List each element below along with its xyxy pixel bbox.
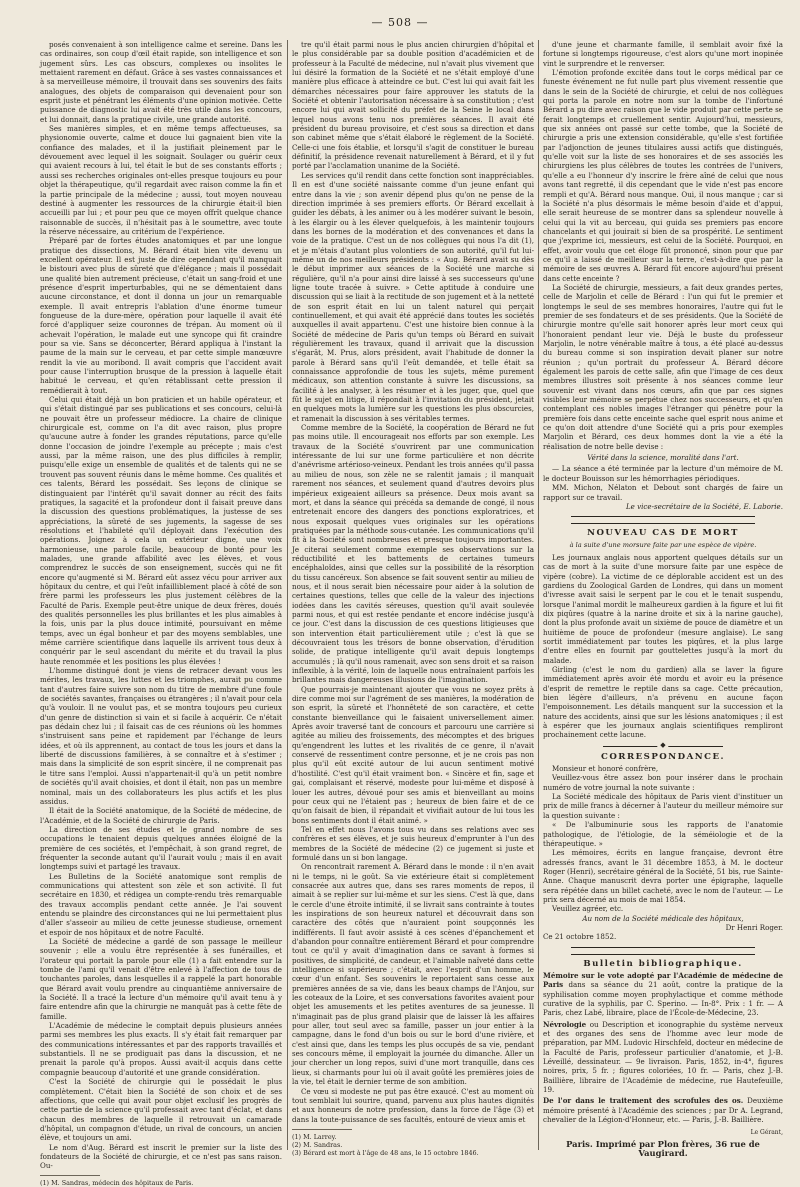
section-title: NOUVEAU CAS DE MORT [587, 528, 739, 539]
paragraph: Préparé par de fortes études anatomiques et par une longue pratique des dissections, M. Bérard était bien vite devenu un excellent opérateur. Il est juste de dire cependant qu'il manquait le bistouri avec plus de sûreté que d'élégance ; mais il possédait une qualité bien autrement précieuse, c'était un sang-froid et une présence d'esprit imperturbables, qui ne se démentaient dans aucune circonstance, et dont il donna un jour un remarquable exemple. Il avait entrepris l'ablation d'une énorme tumeur fongueuse de la dure-mère, opération pour laquelle il avait été forcé d'appliquer seize couronnes de trépan. Au moment où il achevait l'opération, le malade eut une syncope qui fit craindre pour sa vie. Sans se déconcerter, Bérard appliqua à l'instant la paume de la main sur le cerveau, et par cette simple manœuvre rendit la vie au moribond. Il avait compris que l'accident avait pour cause l'interruption brusque de la pression à laquelle était habitué le cerveau, et qu'en rétablissant cette pression il remédierait à tout. [40, 236, 282, 395]
biblio-entry-title: Mémoire sur le vote adopté par l'Académie de médecine de Paris [543, 970, 783, 990]
column-rule-left [287, 40, 288, 1150]
biblio-entry-title: Névrologie [543, 1019, 587, 1029]
biblio-entry-text: Deuxième mémoire présenté à l'Académie des sciences ; par Dr A. Legrand, chevalier de la Légion-d'Honneur, etc. — Paris, J.-B. Baillière. [543, 1096, 783, 1125]
paragraph: C'est la Société de chirurgie qui le possédait le plus complètement. C'était bien la Société de son choix et de ses affections, que celle qui avait pour objet exclusif les progrès de cette partie de la science qu'il professait avec tant d'éclat, et dans chacun des membres de laquelle il retrouvait un camarade d'hôpital, un compagnon d'étude, un rival de concours, un ancien élève, et toujours un ami. [40, 1077, 282, 1143]
paragraph: Les mémoires, écrits en langue française, devront être adressés francs, avant le 31 décembre 1853, à M. le docteur Roger (Henri), secrétaire général de la Société, 51 bis, rue Sainte-Anne. Chaque manuscrit devra porter une épigraphe, laquelle sera répétée dans un billet cacheté, avec le nom de l'auteur. — Le prix sera décerné au mois de mai 1854. [543, 848, 783, 904]
paragraph: Les journaux anglais nous apportent quelques détails sur un cas de mort à la suite d'une morsure faite par une espèce de vipère (cobre). La victime de ce déplorable accident est un des gardiens du Zoological Garden de Londres, qui dans un moment d'ivresse avait saisi le serpent par le cou et le tenait suspendu, lorsque l'animal mordit le malheureux gardien à la figure et lui fit dix piqûres (quatre à la narine droite et six à la narine gauche), dont la plus profonde avait un sixième de pouce de diamètre et un huitième de pouce de profondeur (mesure anglaise). Le sang sortit immédiatement par toutes les piqûres, et la plus large d'entre elles en fournit par gouttelettes jusqu'à la mort du malade. [543, 552, 783, 665]
paragraph: Celui qui était déjà un bon praticien et un habile opérateur, et qui s'était distingué par ses publications et ses concours, celui-là ne pouvait être un professeur médiocre. La chaire de clinique chirurgicale est, comme on l'a dit avec raison, plus propre qu'aucune autre à fonder les grandes réputations, parce qu'elle donne l'occasion de joindre l'exemple au précepte ; mais c'est aussi, par la même raison, une des plus difficiles à remplir, puisqu'elle exige un ensemble de qualités et de talents qui ne se trouvent pas souvent réunis dans le même homme. Ces qualités et ces talents, Bérard les possédait. Ses leçons de clinique se distinguaient par l'intérêt qu'il savait donner au récit des faits pratiques, la sagacité et la profondeur dont il faisait preuve dans la discussion des questions problématiques, la justesse de ses appréciations, la sûreté de ses jugements, la sagesse de ses résolutions et l'habileté qu'il déployait dans l'exécution des opérations. Joignez à cela un extérieur digne, une voix harmonieuse, une parole facile, beaucoup de bonté pour les malades, une grande affabilité avec les élèves, et vous comprendrez le succès de son enseignement, succès qui ne fit encore qu'augmenté si M. Bérard eût assez vécu pour arriver aux hôpitaux du centre, et qui l'eût infailliblement placé à côté de son frère parmi les professeurs les plus justement célèbres de la Faculté de Paris. Exemple peut-être unique de deux frères, doués des qualités personnelles les plus brillantes et les plus aimables à la fois, unis par la plus douce intimité, poursuivant en même temps, avec un égal bonheur et par des moyens semblables, une même carrière scientifique dans laquelle ils arrivent tous deux à conquérir par le seul ascendant du mérite et du travail la plus haute renommée et les positions les plus élevées ! [40, 395, 282, 666]
paragraph: Le nom d'Aug. Bérard est inscrit le premier sur la liste des fondateurs de la Société de chirurgie, et ce n'est pas sans raison. Ou- [40, 1142, 282, 1171]
biblio-entry [543, 1096, 783, 1124]
paragraph: — La séance a été terminée par la lecture d'un mémoire de M. le docteur Bouisson sur les hémorrhagies périodiques. [543, 464, 783, 483]
section-divider [571, 516, 755, 524]
paragraph: La direction de ses études et le grand nombre de ses occupations le tenaient depuis quelques années éloigné de la première de ces sociétés, et l'empêchait, à son grand regret, de fréquenter la seconde autant qu'il l'aurait voulu ; mais il en avait longtemps suivi et partagé les travaux. [40, 824, 282, 872]
paragraph: Ce vœu si modeste ne put pas être exaucé. C'est au moment où tout semblait lui sourire, quand, parvenu aux plus hautes dignités et aux honneurs de notre profession, dans la force de l'âge (3) et dans la toute-puissance de ses facultés, entouré de vieux amis et [292, 1086, 534, 1124]
paragraph: Les Bulletins de la Société anatomique sont remplis de communications qui attestent son zèle et son activité. Il fut secrétaire en 1830, et rédigea un compte-rendu très remarquable des travaux accomplis pendant cette année. Je l'ai souvent entendu se plaindre des circonstances qui ne lui permettaient plus d'aller s'asseoir au milieu de cette jeunesse studieuse, ornement et espoir de nos hôpitaux et de notre Faculté. [40, 871, 282, 937]
biblio-entry [543, 971, 783, 1018]
paragraph: Il était de la Société anatomique, de la Société de médecine, de l'Académie, et de la Société de chirurgie de Paris. [40, 806, 282, 825]
biblio-entry-text: ou Description et iconographie du système nerveux et des organes des sens de l'homme avec leur mode de préparation, par MM. Ludovic Hirschfeld, docteur en médecine de la Faculté de Paris, professeur particulier d'anatomie, et J.-B. Léveillé, dessinateur. — 9e livraison. Paris, 1852, in-4°, figures noires, prix, 5 fr. ; figures coloriées, 10 fr. — Paris, chez J.-B. Baillière, libraire de l'Académie de médecine, rue Hautefeuille, 19. [543, 1019, 783, 1095]
footnote: (3) Bérard est mort à l'âge de 48 ans, le 15 octobre 1846. [292, 1149, 479, 1158]
paragraph: L'émotion profonde excitée dans tout le corps médical par ce funeste événement ne fut nulle part plus vivement ressentie que dans le sein de la Société de chirurgie, et celui de nos collègues qui porta la parole en notre nom sur la tombe de l'infortuné Bérard a pu dire avec raison que le vide produit par cette perte se ferait longtemps et cruellement sentir. Aujourd'hui, messieurs, que six années ont passé sur cette tombe, que la Société de chirurgie a pris une extension considérable, qu'elle s'est fortifiée par l'adjonction de jeunes titulaires aussi actifs que distingués, qu'elle voit sur la liste de ses honoraires et de ses associés les chirurgiens les plus célèbres de toutes les contrées de l'univers, qu'elle a eu l'honneur d'y inscrire le frère aîné de celui que nous avons tant regretté, il dis cependant que le vide n'est pas encore rempli et qu'A. Bérard nous manque. Oui, il nous manque ; car si la Société n'a plus désormais le même besoin d'aide et d'appui, elle serait heureuse de se montrer dans sa splendeur nouvelle à celui qui la vit au berceau, qui guida ses premiers pas encore chancelants et qui jouirait si bien de sa prospérité. Le sentiment que j'exprime ici, messieurs, est celui de la Société. Pourquoi, en effet, avoir voulu que cet éloge fût prononcé, sinon pour que par ce qu'il a laissé de meilleur sur la terre, c'est-à-dire que par la mémoire de ses œuvres A. Bérard fût encore aujourd'hui présent dans cette enceinte ? [543, 68, 783, 283]
column-2 [292, 40, 534, 1158]
ornament-divider [603, 746, 723, 747]
paragraph: « De l'albuminurie sous les rapports de l'anatomie pathologique, de l'étiologie, de la séméiologie et de la thérapeutique. » [543, 820, 783, 848]
paragraph: Veuillez-vous être assez bon pour insérer dans le prochain numéro de votre journal la note suivante : [543, 773, 783, 792]
paragraph: La Société de médecine a gardé de son passage le meilleur souvenir ; elle a voulu être représentée à ses funérailles, et l'orateur qui portait la parole pour elle (1) a fait entendre sur la tombe de l'ami qu'il venait d'être enlevé à l'affection de tous de touchantes paroles, dans lesquelles il a rappelé la part honorable que Bérard avait voulu prendre au cinquantième anniversaire de la Société. Il a tracé la lecture d'un mémoire qu'il avait tenu à y faire entendre afin que la chirurgie ne manquât pas à cette fête de famille. [40, 937, 282, 1021]
paragraph: Tel en effet nous l'avons tous vu dans ses relations avec ses confrères et ses élèves, et je suis heureux d'emprunter à l'un des membres de la Société de médecine (2) ce jugement si juste et formulé dans un si bon langage. [292, 824, 534, 862]
section-title: Bulletin bibliographique. [583, 958, 743, 969]
footnote: (1) M. Larrey. [292, 1129, 352, 1141]
paragraph: La Société de chirurgie, messieurs, a fait deux grandes pertes, celle de Marjolin et celle de Bérard : l'un qui fut le premier et longtemps le seul de ses membres honoraires, l'autre qui fut le premier de ses fondateurs et de ses présidents. Que la Société de chirurgie montre qu'elle sait honorer après leur mort ceux qui l'honoraient pendant leur vie. Déjà le buste du professeur Marjolin, le notre vénérable maître à tous, a été placé au-dessus du bureau comme si son inspiration devait planer sur notre réunion ; qu'un portrait du professeur A. Bérard décore également les parois de cette salle, afin que l'image de ces deux membres illustres soit présente à nos séances comme leur souvenir est vivant dans nos cœurs, afin que par ces signes visibles leur mémoire se perpétue chez nos successeurs, et qu'en contemplant ces nobles images l'étranger qui pénètre pour la première fois dans cette enceinte sache quel esprit nous anime et ce qu'on doit attendre d'une Société qui a pris pour exemples Marjolin et Bérard, ces deux hommes dont la vie a été la réalisation de notre belle devise : [543, 282, 783, 451]
paragraph: Ses manières simples, et en même temps affectueuses, sa physionomie ouverte, calme et douce lui gagnaient bien vite la confiance des malades, et il la justifiait pleinement par le dévouement avec lequel il les soignait. Soulager ou guérir ceux qui avaient recours à lui, tel était le but de ses constants efforts ; aussi ses recherches originales ont-elles presque toujours eu pour objet la thérapeutique, qu'il regardait avec raison comme la fin et la partie principale de la médecine ; aussi, tout moyen nouveau destiné à augmenter les ressources de la chirurgie était-il bien accueilli par lui ; et pour peu que ce moyen offrît quelque chance raisonnable de succès, il n'hésitait pas à le soumettre, avec toute la réserve nécessaire, au critérium de l'expérience. [40, 124, 282, 236]
paragraph: tre qu'il était parmi nous le plus ancien chirurgien d'hôpital et le plus considérable par sa double position d'académicien et de professeur à la Faculté de médecine, nul n'avait plus vivement que lui désiré la formation de la Société et ne s'était employé d'une manière plus efficace à atteindre ce but. C'est lui qui avait fait les démarches nécessaires pour faire approuver les statuts de la Société et obtenir l'autorisation nécessaire à sa constitution ; c'est encore lui qui avait sollicité du préfet de la Seine le local dans lequel nous avons tenu nos premières séances. Il avait été président du bureau provisoire, et c'est sous sa direction et dans son cabinet même que s'était élaboré le règlement de la Société. Celle-ci une fois établie, et lorsqu'il s'agit de constituer le bureau définitif, la présidence revenait naturellement à Bérard, et il y fut porté par l'acclamation unanime de la Société. [292, 40, 534, 171]
paragraph: L'homme distingué dont je viens de retracer devant vous les mérites, les travaux, les luttes et les triomphes, aurait pu comme tant d'autres faire suivre son nom du titre de membre d'une foule de sociétés savantes, françaises ou étrangères ; il n'avait pour cela qu'à vouloir. Il ne voulut pas, et se montra toujours peu curieux d'un genre de distinction si vain et si facile à acquérir. Ce n'était pas dédain chez lui ; il faisait cas de ces réunions où les hommes s'instruisent sans peine et rapidement par l'échange de leurs idées, et où ils apprennent, au contact de tous les jours et dans la liberté de discussions familières, à se connaître et à s'estimer ; mais dans la simplicité de son esprit sincère, il ne comprenait pas le titre sans l'emploi. Aussi n'appartenait-il qu'à un petit nombre de sociétés qu'il avait choisies, et dont il était, non pas un membre nominal, mais un des collaborateurs les plus actifs et les plus assidus. [40, 666, 282, 806]
paragraph: Comme membre de la Société, la coopération de Bérard ne fut pas moins utile. Il encourageait nos efforts par son exemple. Les travaux de la Société s'ouvrirent par une communication intéressante de lui sur une forme particulière et non décrite d'anévrisme artérioso-veineux. Pendant les trois années qu'il passa au milieu de nous, son zèle ne se ralentit jamais ; il manquait rarement nos séances, et seulement quand d'autres devoirs plus impérieux exigeaient ailleurs sa présence. Deux mois avant sa mort, et dans la séance qui précéda sa demande de congé, il nous entretenait encore des dangers des ponctions exploratrices, et nous exposait quelques vues originales sur les opérations pratiquées par la méthode sous-cutanée. Les communications qu'il fit à la Société sont nombreuses et presque toujours importantes. Je citerai seulement comme exemple ses observations sur la réductibilité et les battements de certaines tumeurs encéphaloïdes, ainsi que celles sur la possibilité de la résorption du tissu cancéreux. Son absence se fait souvent sentir au milieu de nous, et il nous serait bien nécessaire pour aider à la solution de certaines questions, telles que celle de la valeur des injections iodées dans les cavités séreuses, question qu'il avait soulevée parmi nous, et qui est restée pendante et encore indécise jusqu'à ce jour. C'est dans la discussion de ces questions litigieuses que son intervention était particulièrement utile ; c'est là que se découvraient tous les trésors de bonne observation, d'érudition solide, de pratique intelligente qu'il avait depuis longtemps accumulés ; là qu'il nous ramenait, avec son sens droit et sa raison inflexible, à la vérité, loin de laquelle nous entraînaient parfois les brillantes mais dangereuses illusions de l'imagination. [292, 423, 534, 685]
paragraph: Veuillez agréer, etc. [552, 904, 624, 914]
letter-date: Ce 21 octobre 1852. [543, 932, 617, 942]
paragraph: d'une jeune et charmante famille, il semblait avoir fixé la fortune si longtemps rigoureuse, c'est alors qu'une mort inopinée vint le surprendre et le renverser. [543, 40, 783, 68]
paragraph: L'Académie de médecine le comptait depuis plusieurs années parmi ses membres les plus exacts. Il s'y était fait remarquer par des communications intéressantes et par des rapports travaillés et substantiels. Il ne se prodiguait pas dans la discussion, et ne prenait la parole qu'à propos. Aussi avait-il acquis dans cette compagnie beaucoup d'autorité et une grande considération. [40, 1021, 282, 1077]
paragraph: MM. Michon, Nélaton et Debout sont chargés de faire un rapport sur ce travail. [543, 483, 783, 502]
society-motto: Vérité dans la science, moralité dans l'art. [587, 453, 739, 463]
column-1 [40, 40, 282, 1187]
paragraph: On rencontrait rarement A. Bérard dans le monde : il n'en avait ni le temps, ni le goût. Sa vie extérieure était si complètement consacrée aux autres que, dans ses rares moments de repos, il aimait à se replier sur lui-même et sur les siens. C'est là que, dans le cercle d'une étroite intimité, il se livrait sans contrainte à toutes les inspirations de son heureux naturel et découvrait dans son caractère des côtés que n'auraient point soupçonnés les indifférents. Il faut avoir assisté à ces scènes d'épanchement et d'abandon pour connaître entièrement Bérard et pour comprendre tout ce qu'il y avait d'imagination dans ce savant à formes si positives, de simplicité, de candeur, et l'aimable naïveté dans cette intelligence si supérieure ; c'était, avec l'esprit d'un homme, le cœur d'un enfant. Ses souvenirs le reportaient sans cesse aux premières années de sa vie, dans les beaux champs de l'Anjou, sur les coteaux de la Loire, et ses conversations favorites avaient pour objet les amusements et les petites aventures de sa jeunesse. Il n'imaginait pas de plus grand plaisir que de laisser là les affaires pour aller, tout seul avec sa famille, passer un jour entier à la campagne, dans le fond d'un bois ou sur le bord d'une rivière, et c'est ainsi que, dans les temps les plus occupés de sa vie, pendant ses concours même, il employait la journée du dimanche. Aller un jour chercher un long repos, suivi d'une mort tranquille, dans ces lieux, si charmants pour lui où il avait goûté les premières joies de la vie, tel était le dernier terme de son ambition. [292, 862, 534, 1087]
biblio-entry [543, 1020, 783, 1095]
section-subtitle: à la suite d'une morsure faite par une espèce de vipère. [569, 540, 757, 549]
salutation: Monsieur et honoré confrère, [552, 764, 659, 774]
paragraph: Girling (c'est le nom du gardien) alla se laver la figure immédiatement après avoir été mordu et avoir eu la présence d'esprit de remettre le reptile dans sa cage. Cette précaution, bien légère d'ailleurs, n'a prévenu en aucune façon l'empoisonnement. Les détails manquent sur la succession et la nature des accidents, ainsi que sur les lésions anatomiques ; il est à espérer que les journaux anglais scientifiques rempliront prochainement cette lacune. [543, 665, 783, 740]
biblio-entry-text: dans sa séance du 21 août, contre la pratique de la syphilisation comme moyen prophylactique et comme méthode curative de la syphilis, par C. Sperino. — In-8°. Prix : 1 fr. — A Paris, chez Labé, libraire, place de l'École-de-Médecine, 23. [543, 980, 783, 1018]
section-divider [571, 947, 755, 955]
paragraph: Les services qu'il rendit dans cette fonction sont inappréciables. Il en est d'une société naissante comme d'un jeune enfant qui entre dans la vie ; son avenir dépend plus qu'on ne pense de la direction imprimée à ses premiers efforts. Or Bérard excellait à guider les débats, à les animer ou à les modérer suivant le besoin, à les élargir ou à les élever quelquefois, à les maintenir toujours dans les bornes de la modération et des convenances et dans la voie de la pratique. C'est un de nos collègues qui nous l'a dit (1), et je m'étais d'autant plus volontiers de son autorité, qu'il fut lui-même un de nos meilleurs présidents : « Aug. Bérard avait su dès le début imprimer aux séances de la Société une marche si régulière, qu'il n'a pour ainsi dire laissé à ses successeurs qu'une ligne toute tracée à suivre. » Cette aptitude à conduire une discussion qui se liait à la rectitude de son jugement et à la netteté de son esprit était en lui un talent naturel qui perçait continuellement, et qui avait été apprécié dans toutes les sociétés auxquelles il avait appartenu. C'est une histoire bien connue à la Société de médecine de Paris qu'un temps où Bérard en suivait régulièrement les travaux, quand il arrivait que la discussion s'égarât, M. Prus, alors président, avait l'habitude de donner la parole à Bérard sans qu'il l'eût demandée, et telle était sa connaissance approfondie de tous les sujets, même purement médicaux, son attention constante à suivre les discussions, sa facilité à les analyser, à les résumer et à les juger, que, quel que fût le sujet en litige, il répondait à l'invitation du président, jetait en quelques mots la lumière sur les questions les plus obscurcies, et ramenait la discussion à ses véritables termes. [292, 170, 534, 423]
column-3 [543, 40, 783, 1159]
signer-address: Au nom de la Société médicale des hôpitaux, [582, 913, 744, 923]
page-number: — 508 — [371, 16, 429, 29]
secretary-signature: Le vice-secrétaire de la Société, E. Laborie. [625, 501, 783, 511]
footnote: (1) M. Sandras, médecin des hôpitaux de Paris. [40, 1175, 100, 1187]
section-title: CORRESPONDANCE. [600, 751, 726, 762]
signer-name: Dr Henri Roger. [725, 922, 783, 932]
gerant-label: Le Gérant, [750, 1129, 783, 1137]
paragraph: posés convenaient à son intelligence calme et sereine. Dans les cas ordinaires, son coup d'œil était rapide, son intelligence et son jugement sûrs. Les cas obscurs, complexes ou insolites le mettaient rarement en défaut. Grâce à ses vastes connaissances et à sa merveilleuse mémoire, il trouvait dans ses souvenirs des faits analogues, des objets de comparaison qui devenaient pour son esprit juste et pénétrant les éléments d'une opinion motivée. Cette puissance de diagnostic lui avait été très utile dans les concours, et lui donnait, dans la pratique civile, une grande autorité. [40, 40, 282, 124]
column-rule-right [538, 40, 539, 1150]
paragraph: La Société médicale des hôpitaux de Paris vient d'instituer un prix de mille francs à décerner à l'auteur du meilleur mémoire sur la question suivante : [543, 792, 783, 820]
footnote: (2) M. Sandras. [292, 1141, 343, 1150]
footnotes [292, 1129, 534, 1158]
biblio-entry-title: De l'or dans le traitement des scrofules des os. [543, 1096, 744, 1106]
paragraph: Que pourrais-je maintenant ajouter que vous ne soyez prêts à dire comme moi sur l'agrément de ses manières, la modération de son esprit, la sûreté et l'honnêteté de son caractère, et cette constante bienveillance qui le faisaient universellement aimer. Après avoir traversé tant de concours et parcouru une carrière si agitée au milieu des froissements, des mécomptes et des brigues qu'engendrent les luttes et les rivalités de ce genre, il n'avait conservé de ressentiment contre personne, et je ne crois pas non plus qu'il eût excité autour de lui aucun sentiment motivé d'hostilité. C'est qu'il était vraiment bon. « Sincère et fin, sage et gai, complaisant et réservé, modeste pour lui-même et disposé à louer les autres, dévoué pour ses amis et bienveillant au moins pour ceux qui ne l'étaient pas ; heureux de bien faire et de ce qu'on faisait de bien, il répandait et vivifiait autour de lui tous les bons sentiments dont il était animé. » [292, 684, 534, 825]
printer-imprint: Paris. Imprimé par Plon frères, 36 rue de Vaugirard. [566, 1138, 760, 1159]
